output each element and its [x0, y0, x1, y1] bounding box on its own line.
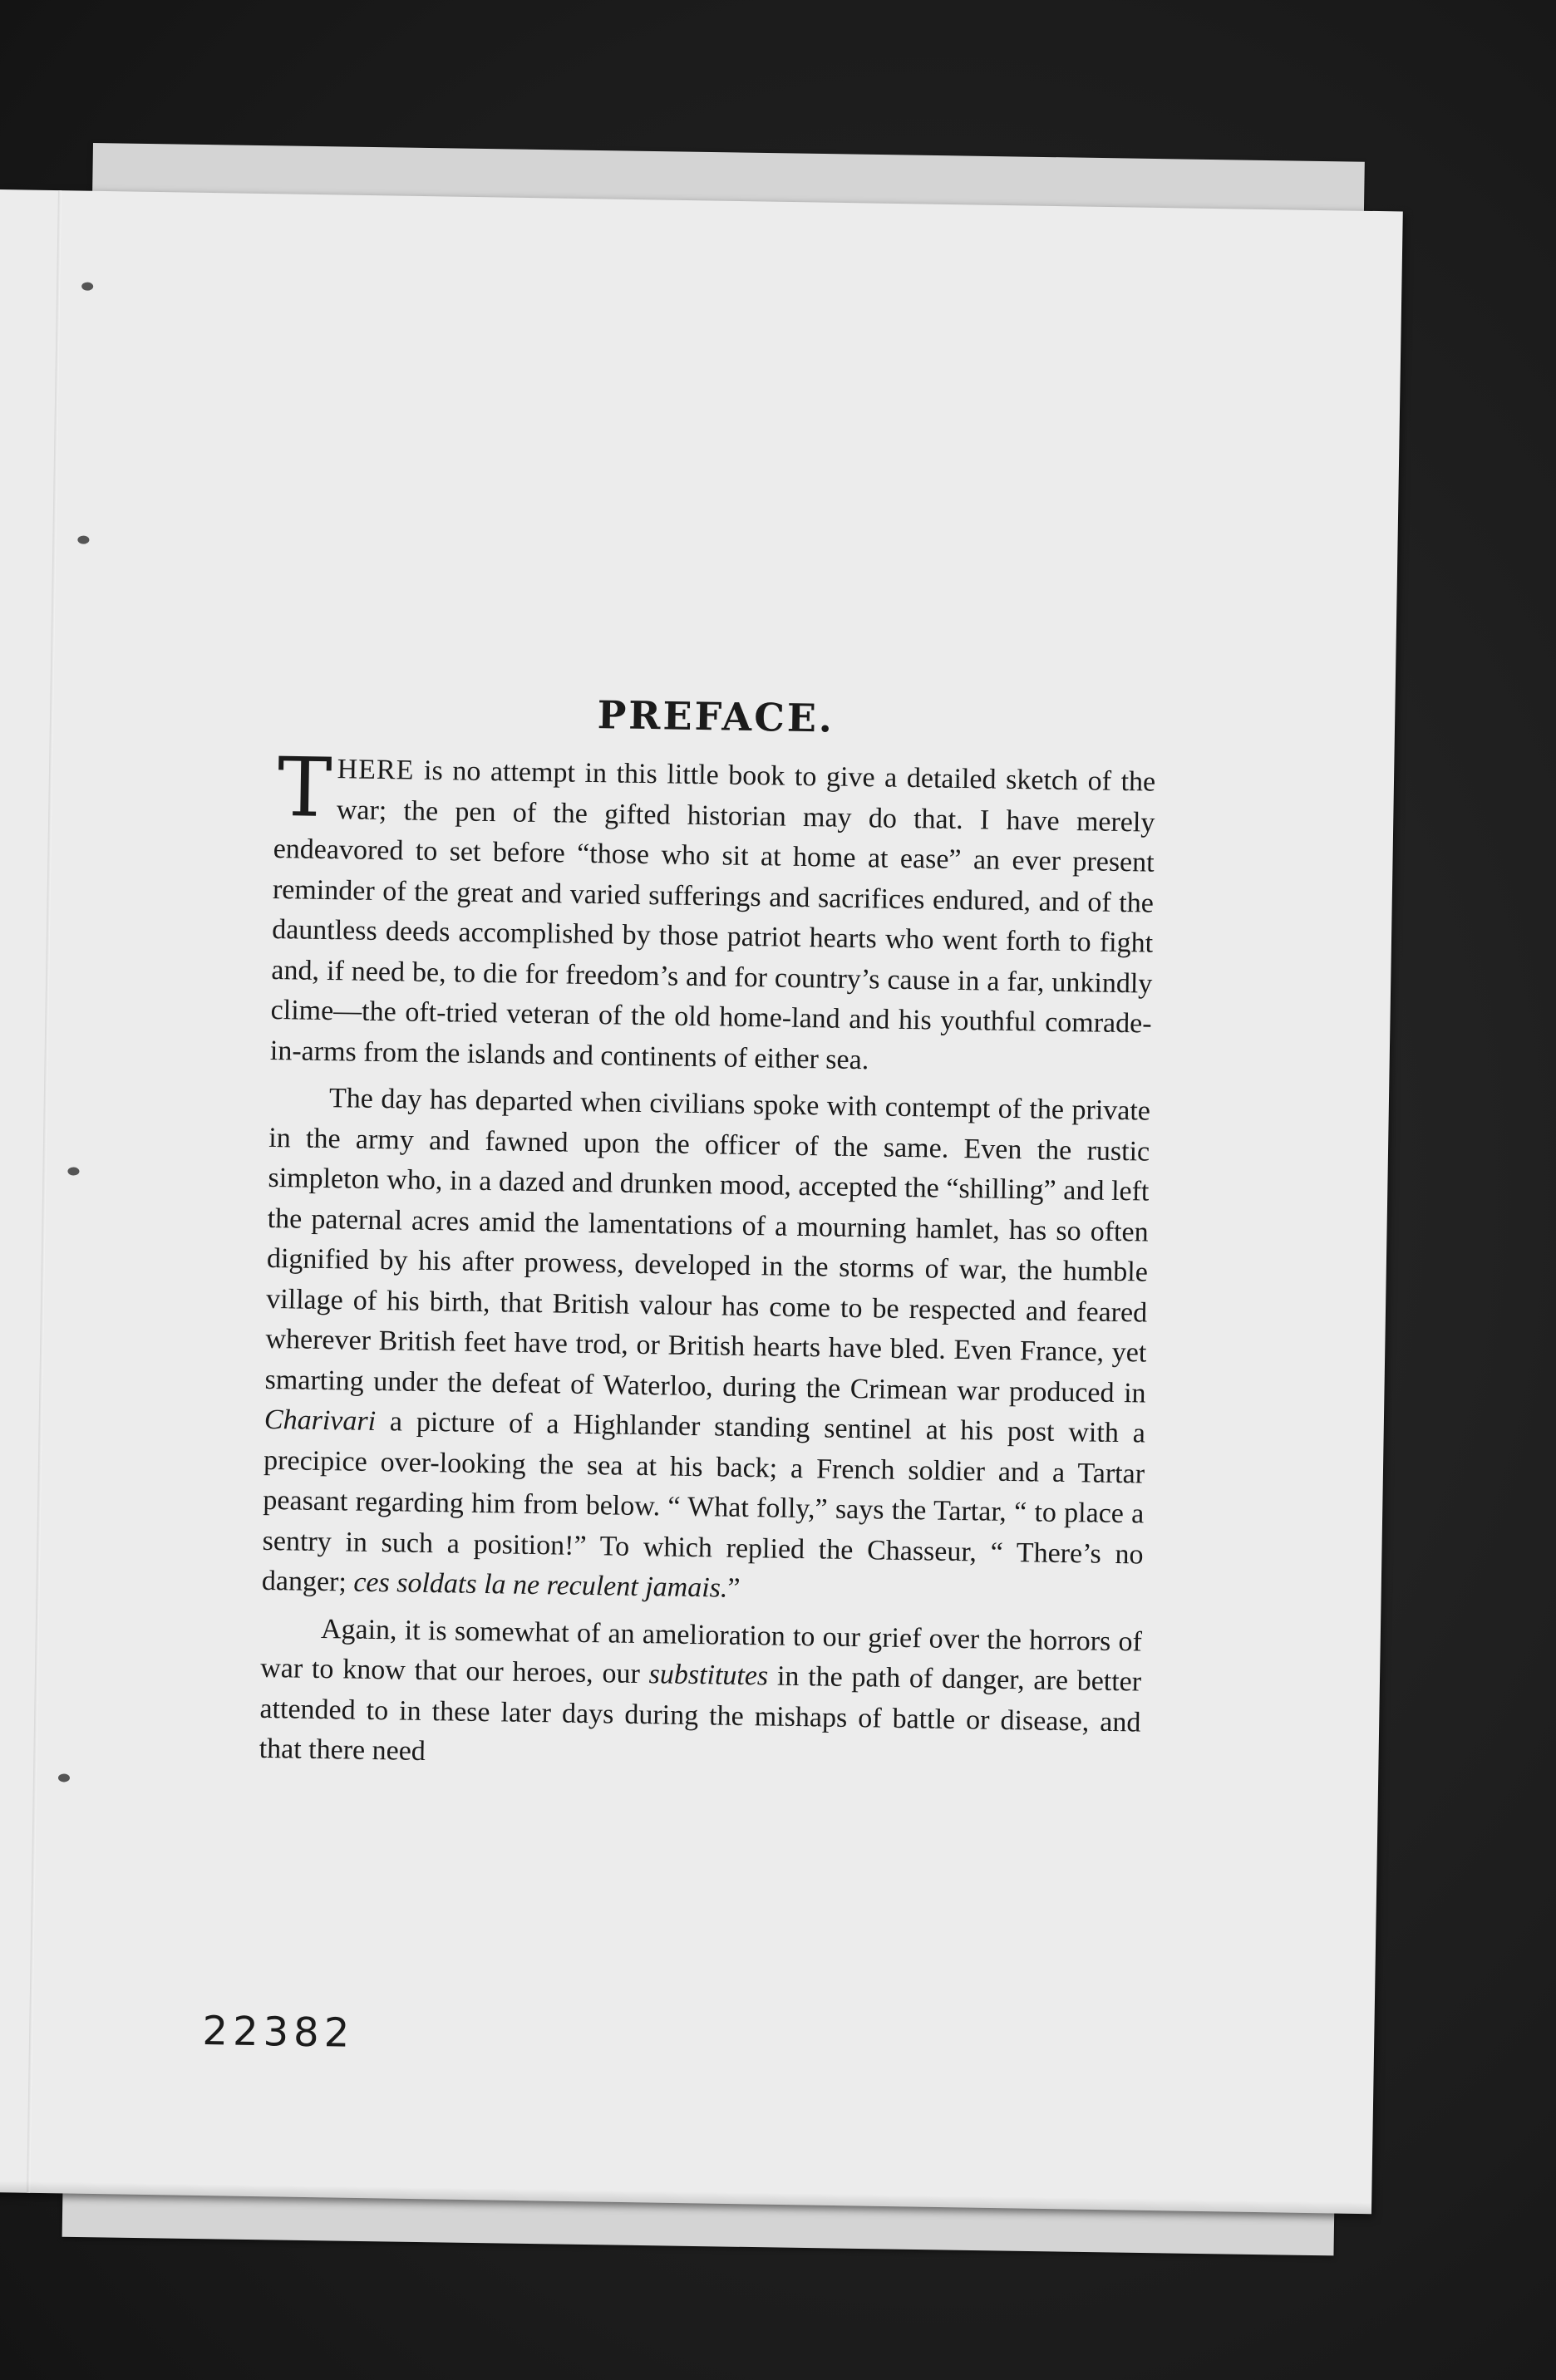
italic-term: Charivari [263, 1404, 377, 1437]
paragraph-text: a picture of a Highlander standing sentinel at his post with a precipice over-looking the sea at his back; a French soldier and a Tartar peasant regarding him from below. “ What folly,” says the Tartar, “ to place a sentry in such a position!” To which replied the Chasseur, “ There’s no danger; [261, 1405, 1146, 1598]
lead-word: HERE [337, 754, 415, 786]
paragraph-text: Again, it is somewhat of an amelioration to our grief over the horrors of war to know that our heroes, our [259, 1613, 1143, 1690]
paragraph-2 [262, 1078, 1151, 1615]
binding-hole-mark [58, 1773, 70, 1782]
page-number: 22382 [202, 2008, 355, 2057]
italic-quote: ces soldats la ne reculent jamais. [353, 1566, 728, 1604]
page-title: PREFACE. [597, 692, 835, 741]
paragraph-3 [259, 1608, 1142, 1783]
paragraph-1 [269, 740, 1156, 1085]
binding-hole-mark [77, 536, 89, 544]
page-gutter [27, 190, 62, 2193]
preface-text-block [259, 677, 1157, 1783]
paragraph-text: in the path of danger, are better attended to in these later days during the mishaps of battle or disease, and that there need [259, 1660, 1142, 1767]
paragraph-text: ” [727, 1572, 741, 1604]
italic-term: substitutes [648, 1659, 769, 1692]
drop-cap: T [277, 740, 333, 837]
paragraph-text: The day has departed when civilians spoke with contempt of the private in the army and fawned upon the officer of the same. Even the rustic simpleton who, in a dazed and drunken mood, accepted the “shilling” and left the paternal acres amid the lamentations of a mourning hamlet, has so often dignified by his after prowess, developed in the storms of war, the humble village of his birth, that British valour has come to be respected and feared wherever British feet have trod, or British hearts have bled. Even France, yet smarting under the defeat of Waterloo, during the Crimean war produced in [264, 1083, 1151, 1409]
paragraph-text: is no attempt in this little book to give a detailed sketch of the war; the pen of the gifted historian may do that. I have merely endeavored to set before “those who sit at home at ease” an ever present reminder of the great and varied sufferings and sacrifices endured, and of the dauntless deeds accomplished by those patriot hearts who went forth to fight and, if need be, to die for freedom’s and for country’s cause in a far, unkindly clime—the oft-tried veteran of the old home-land and his youthful comrade-in-arms from the islands and continents of either sea. [269, 755, 1156, 1075]
binding-hole-mark [67, 1167, 79, 1175]
binding-hole-mark [81, 283, 93, 291]
